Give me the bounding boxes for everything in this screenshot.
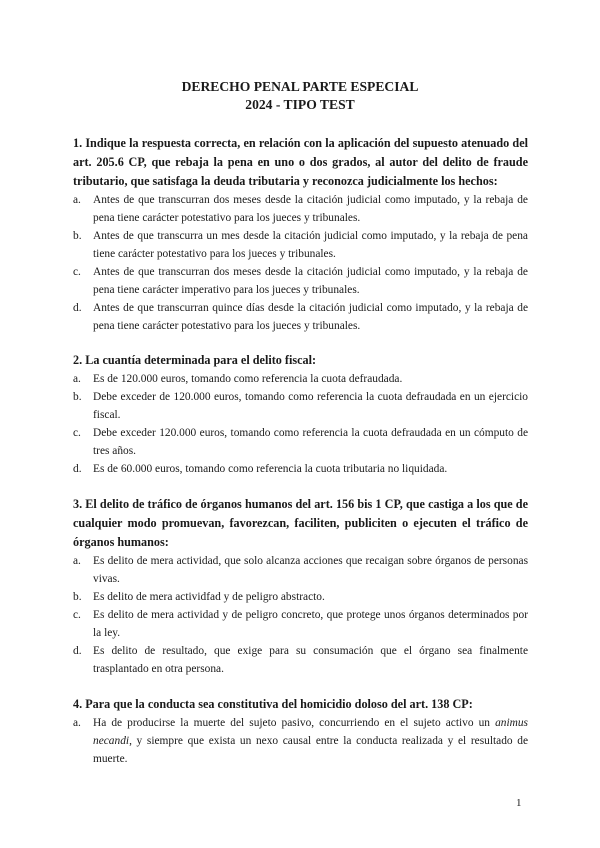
question-2-option-c (73, 424, 528, 460)
option-text: Antes de que transcurra un mes desde la citación judicial como imputado, y la rebaja de pena tiene carácter potestativo para los jueces y tribunales. (93, 230, 528, 260)
question-3-text: 3. El delito de tráfico de órganos humanos del art. 156 bis 1 CP, que castiga a los que de cualquier modo promuevan, favorezcan, faciliten, publiciten o ejecuten el tráfico de órganos humanos: (73, 497, 528, 549)
question-1-option-c (73, 263, 528, 299)
option-text: Es delito de mera actividfad y de peligro abstracto. (93, 591, 325, 603)
option-letter: a. (73, 194, 81, 206)
question-4-options (73, 714, 528, 768)
question-2-text: 2. La cuantía determinada para el delito fiscal: (73, 353, 317, 367)
option-letter: b. (73, 230, 82, 242)
option-text: Antes de que transcurran dos meses desde la citación judicial como imputado, y la rebaja de pena tiene carácter imperativo para los jueces y tribunales. (93, 266, 528, 296)
option-text: Antes de que transcurran quince días desde la citación judicial como imputado, y la rebaja de pena tiene carácter potestativo para los jueces y tribunales. (93, 302, 528, 332)
question-3-option-c (73, 606, 528, 642)
option-letter: d. (73, 302, 82, 314)
question-4 (73, 695, 528, 768)
question-1 (73, 134, 528, 335)
option-letter: a. (73, 555, 81, 567)
option-text (93, 717, 528, 765)
option-text-part: , y siempre que exista un nexo causal entre la conducta realizada y el resultado de muerte. (93, 735, 528, 765)
option-text: Es delito de mera actividad y de peligro concreto, que protege unos órganos determinados por la ley. (93, 609, 528, 639)
question-2-option-a (73, 370, 528, 388)
question-4-option-a (73, 714, 528, 768)
document-subtitle: 2024 - TIPO TEST (245, 97, 355, 112)
option-letter: d. (73, 463, 82, 475)
option-text: Antes de que transcurran dos meses desde la citación judicial como imputado, y la rebaja de pena tiene carácter potestativo para los jueces y tribunales. (93, 194, 528, 224)
question-2-option-b (73, 388, 528, 424)
question-3-option-a (73, 552, 528, 588)
question-2 (73, 351, 528, 478)
document-title: DERECHO PENAL PARTE ESPECIAL (181, 79, 419, 94)
question-2-option-d (73, 460, 528, 478)
question-3-option-b (73, 588, 528, 606)
option-text: Es delito de resultado, que exige para su consumación que el órgano sea finalmente trasplantado en otra persona. (93, 645, 528, 675)
option-letter: a. (73, 373, 81, 385)
question-1-option-b (73, 227, 528, 263)
option-text: Debe exceder 120.000 euros, tomando como referencia la cuota defraudada en un cómputo de tres años. (93, 427, 528, 457)
option-letter: b. (73, 391, 82, 403)
question-1-options (73, 191, 528, 335)
question-2-options (73, 370, 528, 478)
option-letter: a. (73, 717, 81, 729)
question-1-option-d (73, 299, 528, 335)
question-3 (73, 495, 528, 678)
question-4-text: 4. Para que la conducta sea constitutiva del homicidio doloso del art. 138 CP: (73, 697, 473, 711)
option-letter: c. (73, 427, 81, 439)
option-text: Es de 60.000 euros, tomando como referencia la cuota tributaria no liquidada. (93, 463, 448, 475)
question-1-option-a (73, 191, 528, 227)
question-1-text: 1. Indique la respuesta correcta, en relación con la aplicación del supuesto atenuado del art. 205.6 CP, que rebaja la pena en uno o dos grados, al autor del delito de fraude tributario, que satisfaga la deuda tributaria y reconozca judicialmente los hechos: (73, 136, 528, 188)
option-letter: d. (73, 645, 82, 657)
option-text: Es de 120.000 euros, tomando como referencia la cuota defraudada. (93, 373, 403, 385)
option-text: Es delito de mera actividad, que solo alcanza acciones que recaigan sobre órganos de personas vivas. (93, 555, 528, 585)
option-letter: b. (73, 591, 82, 603)
option-text-part: Ha de producirse la muerte del sujeto pasivo, concurriendo en el sujeto activo un (93, 717, 496, 729)
option-text-italic: animus necandi (93, 717, 528, 747)
question-3-option-d (73, 642, 528, 678)
option-letter: c. (73, 609, 81, 621)
page-number: 1 (516, 797, 522, 809)
question-3-options (73, 552, 528, 678)
option-text: Debe exceder de 120.000 euros, tomando como referencia la cuota defraudada en un ejercicio fiscal. (93, 391, 528, 421)
option-letter: c. (73, 266, 81, 278)
